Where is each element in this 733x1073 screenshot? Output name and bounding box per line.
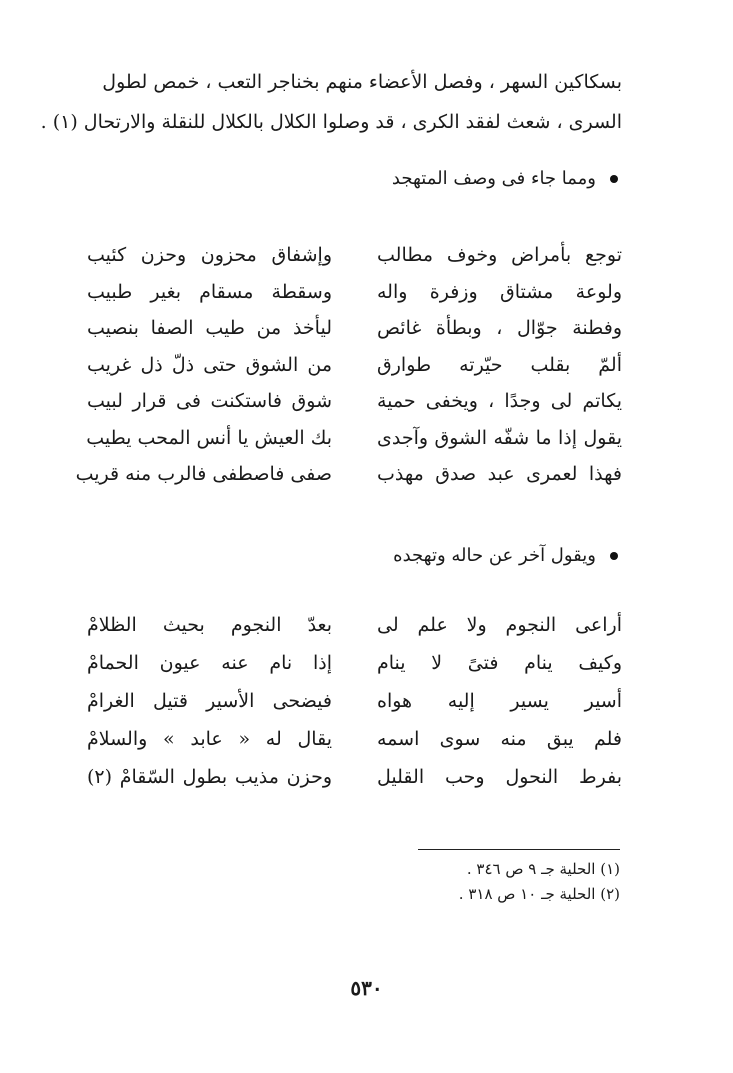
first-hemistich: ولوعة مشتاق وزفرة واله [377,280,622,303]
verse [82,766,622,804]
second-hemistich: إذا نام عنه عيون الحمامْ [87,652,332,674]
verse [82,390,622,427]
intro-paragraph [40,62,622,142]
verse [82,244,622,281]
first-hemistich: وفطنة جوّال ، وبطأة غائص [377,317,622,339]
verse [82,427,622,464]
intro-line: السرى ، شعث لفقد الكرى ، قد وصلوا الكلال بالكلال للنقلة والارتحال (١) . [40,111,622,133]
section-heading-text: ويقول آخر عن حاله وتهجده [393,545,596,566]
second-hemistich: وإشفاق محزون وحزن كئيب [87,244,332,266]
footnotes [459,857,620,907]
second-hemistich: فيضحى الأسير قتيل الغرامْ [87,690,332,712]
second-hemistich: صفى فاصطفى فالرب منه قريب [75,463,332,485]
verse [82,317,622,354]
verse [82,354,622,391]
second-hemistich: شوق فاستكنت فى قرار لبيب [87,390,332,412]
first-hemistich: توجع بأمراض وخوف مطالب [377,244,622,266]
second-hemistich: وسقطة مسقام بغير طبيب [87,280,332,303]
first-hemistich: أراعى النجوم ولا علم لى [377,614,622,636]
first-hemistich: أسير يسير إليه هواه [377,690,622,712]
poem-second [82,614,622,804]
section-heading-text: ومما جاء فى وصف المتهجد [391,168,596,189]
bullet-icon [610,552,618,560]
bullet-icon [610,175,618,183]
second-hemistich: بعدّ النجوم بحيث الظلامْ [87,614,332,636]
footnote: (١) الحلية جـ ٩ ص ٣٤٦ . [466,860,620,878]
footnote-divider [418,849,620,850]
section-heading [393,545,618,566]
verse [82,728,622,766]
verse [82,652,622,690]
verse [82,690,622,728]
second-hemistich: بك العيش يا أنس المحب يطيب [86,426,332,449]
first-hemistich: يكاتم لى وجدًا ، ويخفى حمية [377,390,622,412]
first-hemistich: ألمّ بقلب حيّرته طوارق [377,353,622,376]
second-hemistich: يقال له « عابد » والسلامْ [87,728,332,750]
section-heading [392,168,618,189]
first-hemistich: بفرط النحول وحب القليل [377,766,622,788]
first-hemistich: فلم يبق منه سوى اسمه [377,728,622,750]
verse [75,463,622,500]
first-hemistich: وكيف ينام فتىً لا ينام [377,652,622,674]
verse [82,614,622,652]
second-hemistich: ليأخذ من طيب الصفا بنصيب [87,317,332,339]
poem-first [75,244,622,500]
footnote: (٢) الحلية جـ ١٠ ص ٣١٨ . [458,885,620,903]
verse [82,281,622,318]
second-hemistich: وحزن مذيب بطول السّقامْ (٢) [87,766,332,788]
first-hemistich: يقول إذا ما شفّه الشوق وآجدى [377,426,622,449]
intro-line: بسكاكين السهر ، وفصل الأعضاء منهم بخناجر التعب ، خمص لطول [102,71,622,93]
second-hemistich: من الشوق حتى ذلّ ذل غريب [87,353,332,376]
page-number: ٥٣٠ [350,976,383,1000]
first-hemistich: فهذا لعمرى عبد صدق مهذب [377,463,622,485]
